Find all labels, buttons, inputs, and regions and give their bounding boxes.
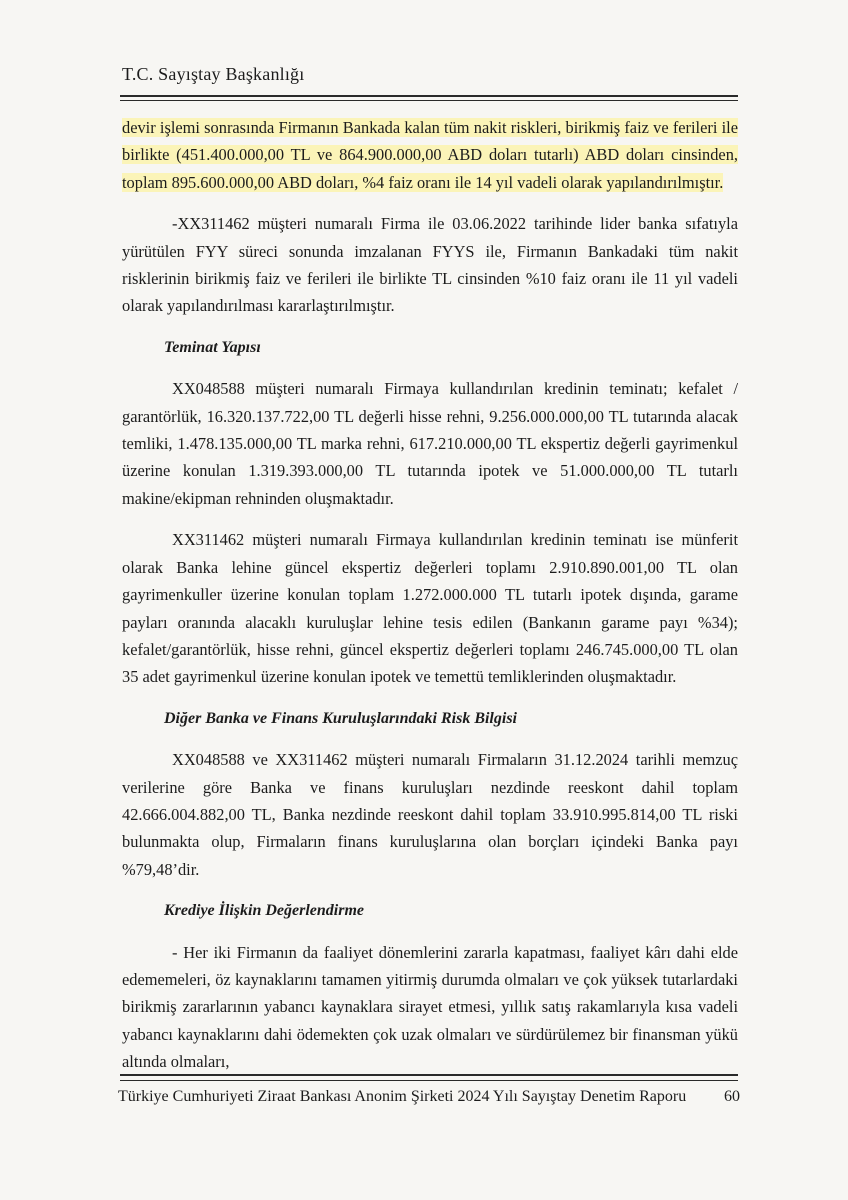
header-rule	[120, 95, 738, 97]
footer-report-title: Türkiye Cumhuriyeti Ziraat Bankası Anonim Şirketi 2024 Yılı Sayıştay Denetim Raporu	[118, 1088, 687, 1105]
paragraph-6: - Her iki Firmanın da faaliyet dönemlerini zararla kapatması, faaliyet kârı dahi elde edememeleri, öz kaynaklarını tamamen yitirmiş durumda olmaları ve çok yüksek tutarlardaki birikmiş zararlarının yabancı kaynaklara sirayet etmesi, yıllık satış rakamlarıyla kısa vadeli yabancı kaynaklarını dahi ödemekten çok uzak olmaları ve sürdürülemez bir finansman yükü altında olmaları,	[122, 942, 738, 1072]
footer-rule	[120, 1074, 738, 1076]
paragraph-3: XX048588 müşteri numaralı Firmaya kullandırılan kredinin teminatı; kefalet / garantörlük, 16.320.137.722,00 TL değerli hisse rehni, 9.256.000.000,00 TL tutarında alacak temliki, 1.478.135.000,00 TL marka rehni, 617.210.000,00 TL ekspertiz değerli gayrimenkul üzerine konulan 1.319.393.000,00 TL tutarında ipotek ve 51.000.000,00 TL tutarlı makine/ekipman rehninden oluşmaktadır.	[122, 379, 738, 508]
page-number: 60	[724, 1088, 740, 1105]
highlighted-text: devir işlemi sonrasında Firmanın Bankada kalan tüm nakit riskleri, birikmiş faiz ve ferileri ile birlikte (451.400.000,00 TL ve 864.900.000,00 ABD doları tutarlı) ABD doları cinsinden, toplam 895.600.000,00 ABD doları, %4 faiz oranı ile 14 yıl vadeli olarak yapılandırılmıştır.	[122, 118, 738, 192]
footer-rule-thin	[120, 1080, 738, 1081]
heading-teminat-yapisi: Teminat Yapısı	[164, 338, 261, 356]
paragraph-4: XX311462 müşteri numaralı Firmaya kullandırılan kredinin teminatı ise münferit olarak Banka lehine güncel ekspertiz değerleri toplamı 2.910.890.001,00 TL olan gayrimenkuller üzerine konulan toplam 1.272.000.000 TL tutarlı ipotek dışında, garame payları oranında alacaklı kuruluşlar lehine tesis edilen (Bankanın garame payı %34); kefalet/garantörlük, hisse rehni, güncel ekspertiz değerleri toplamı 246.745.000,00 TL olan 35 adet gayrimenkul üzerine konulan ipotek ve temettü temliklerinden oluşmaktadır.	[122, 530, 738, 687]
paragraph-2: -XX311462 müşteri numaralı Firma ile 03.06.2022 tarihinde lider banka sıfatıyla yürütülen FYY süreci sonunda imzalanan FYYS ile, Firmanın Bankadaki tüm nakit risklerinin birikmiş faiz ve ferileri ile birlikte TL cinsinden %10 faiz oranı ile 11 yıl vadeli olarak yapılandırılması kararlaştırılmıştır.	[122, 214, 738, 316]
page-footer	[118, 1088, 740, 1106]
heading-risk-bilgisi: Diğer Banka ve Finans Kuruluşlarındaki Risk Bilgisi	[164, 709, 517, 727]
paragraph-1	[122, 114, 738, 196]
heading-kredi-degerlendirme: Krediye İlişkin Değerlendirme	[164, 902, 364, 920]
header-rule-thin	[120, 100, 738, 101]
body-text	[122, 114, 738, 1090]
page-header: T.C. Sayıştay Başkanlığı	[122, 64, 305, 84]
paragraph-5: XX048588 ve XX311462 müşteri numaralı Firmaların 31.12.2024 tarihli memzuç verilerine göre Banka ve finans kuruluşları nezdinde reeskont dahil toplam 42.666.004.882,00 TL, Banka nezdinde reeskont dahil toplam 33.910.995.814,00 TL riski bulunmakta olup, Firmaların finans kuruluşlarına olan borçları içindeki Banka payı %79,48’dir.	[122, 750, 738, 879]
